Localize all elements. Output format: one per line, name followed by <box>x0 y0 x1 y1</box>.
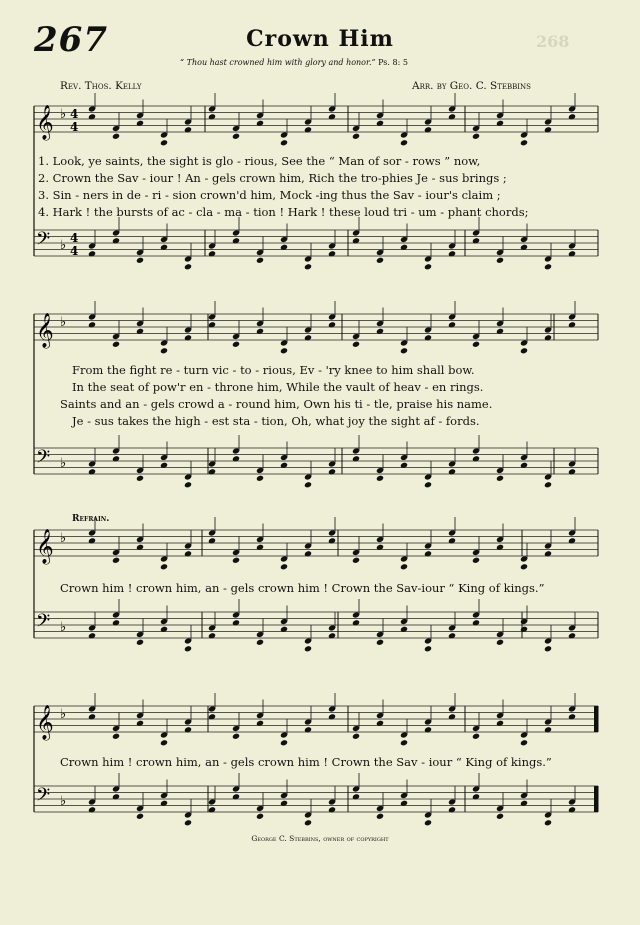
author-credit: Rev. Thos. Kelly <box>60 80 142 92</box>
flat-key-signature: ♭ <box>60 620 67 635</box>
notehead <box>376 475 384 482</box>
notehead <box>520 347 528 354</box>
notehead <box>496 475 504 482</box>
notehead <box>112 557 120 564</box>
notehead <box>424 263 432 270</box>
notehead <box>520 139 528 146</box>
notehead <box>184 819 192 826</box>
notehead <box>256 257 264 264</box>
flat-key-signature: ♭ <box>60 107 67 122</box>
notehead <box>160 739 168 746</box>
notehead <box>472 341 480 348</box>
bass-clef: 𝄢 <box>36 785 51 810</box>
notehead <box>304 819 312 826</box>
notehead <box>280 563 288 570</box>
notehead <box>160 563 168 570</box>
notehead <box>184 645 192 652</box>
treble-clef: 𝄞 <box>36 705 54 740</box>
notehead <box>400 563 408 570</box>
refrain-lyric-1: Crown him ! crown him, an - gels crown him ! Crown the Sav-iour “ King of kings.” <box>60 581 545 595</box>
final-barline <box>594 706 598 732</box>
verse-line-2: 2. Crown the Sav - iour ! An - gels crown him, Rich the tro-phies Je - sus brings ; <box>38 171 507 185</box>
bass-clef: 𝄢 <box>36 447 51 472</box>
time-signature-top: 4 <box>70 231 79 245</box>
treble-clef: 𝄞 <box>36 313 54 348</box>
notehead <box>136 813 144 820</box>
notehead <box>496 813 504 820</box>
notehead <box>424 481 432 488</box>
flat-key-signature: ♭ <box>60 315 67 330</box>
notehead <box>304 263 312 270</box>
system2-line-1: From the fight re - turn vic - to - rious, Ev - 'ry knee to him shall bow. <box>72 363 475 377</box>
notehead <box>544 263 552 270</box>
notehead <box>280 139 288 146</box>
notehead <box>544 481 552 488</box>
notehead <box>496 639 504 646</box>
refrain-label: Refrain. <box>72 514 110 524</box>
hymn-number: 267 <box>34 20 108 60</box>
notehead <box>376 813 384 820</box>
notehead <box>136 257 144 264</box>
notehead <box>352 341 360 348</box>
system2-line-4: Je - sus takes the high - est sta - tion, Oh, what joy the sight af - fords. <box>72 414 480 428</box>
notehead <box>400 347 408 354</box>
notehead <box>232 557 240 564</box>
notehead <box>304 481 312 488</box>
notehead <box>352 733 360 740</box>
system2-line-2: In the seat of pow'r en - throne him, While the vault of heav - en rings. <box>72 380 484 394</box>
copyright-notice: George C. Stebbins, owner of copyright <box>251 834 389 843</box>
notehead <box>256 639 264 646</box>
notehead <box>136 475 144 482</box>
notehead <box>544 819 552 826</box>
notehead <box>376 639 384 646</box>
notehead <box>280 739 288 746</box>
final-barline <box>594 786 598 812</box>
notehead <box>112 733 120 740</box>
hymn-title: Crown Him <box>246 26 394 52</box>
notehead <box>184 481 192 488</box>
flat-key-signature: ♭ <box>60 707 67 722</box>
notehead <box>304 645 312 652</box>
time-signature-bottom: 4 <box>70 120 79 134</box>
notehead <box>520 563 528 570</box>
flat-key-signature: ♭ <box>60 456 67 471</box>
bass-clef: 𝄢 <box>36 229 51 254</box>
treble-clef: 𝄞 <box>36 105 54 140</box>
notehead <box>472 133 480 140</box>
verse-line-1: 1. Look, ye saints, the sight is glo - rious, See the “ Man of sor - rows ” now, <box>38 154 481 168</box>
notehead <box>400 739 408 746</box>
notehead <box>160 139 168 146</box>
notehead <box>352 133 360 140</box>
notehead <box>232 341 240 348</box>
refrain-lyric-2: Crown him ! crown him, an - gels crown him ! Crown the Sav - iour “ King of kings.” <box>60 755 552 769</box>
notehead <box>352 557 360 564</box>
notehead <box>520 739 528 746</box>
notehead <box>136 639 144 646</box>
system2-line-3: Saints and an - gels crowd a - round him, Own his ti - tle, praise his name. <box>60 397 493 411</box>
notehead <box>256 475 264 482</box>
treble-clef: 𝄞 <box>36 529 54 564</box>
epigraph-reference: Ps. 8: 5 <box>378 58 408 67</box>
notehead <box>256 813 264 820</box>
time-signature-bottom: 4 <box>70 244 79 258</box>
notehead <box>424 645 432 652</box>
flat-key-signature: ♭ <box>60 794 67 809</box>
arranger-credit: Arr. by Geo. C. Stebbins <box>412 80 531 92</box>
notehead <box>400 139 408 146</box>
epigraph-quote: “ Thou hast crowned him with glory and honor.” <box>180 58 376 67</box>
notehead <box>472 557 480 564</box>
notehead <box>232 133 240 140</box>
notehead <box>496 257 504 264</box>
notehead <box>184 263 192 270</box>
notehead <box>376 257 384 264</box>
notehead <box>160 347 168 354</box>
notehead <box>424 819 432 826</box>
bleed-through-number: 268 <box>536 32 570 51</box>
time-signature-top: 4 <box>70 107 79 121</box>
notehead <box>280 347 288 354</box>
verse-line-3: 3. Sin - ners in de - ri - sion crown'd him, Mock -ing thus the Sav - iour's claim ; <box>38 188 501 202</box>
notehead <box>112 133 120 140</box>
bass-clef: 𝄢 <box>36 611 51 636</box>
notehead <box>112 341 120 348</box>
flat-key-signature: ♭ <box>60 531 67 546</box>
verse-line-4: 4. Hark ! the bursts of ac - cla - ma - tion ! Hark ! these loud tri - um - phant chords; <box>38 205 529 219</box>
flat-key-signature: ♭ <box>60 238 67 253</box>
notehead <box>544 645 552 652</box>
notehead <box>472 733 480 740</box>
notehead <box>232 733 240 740</box>
